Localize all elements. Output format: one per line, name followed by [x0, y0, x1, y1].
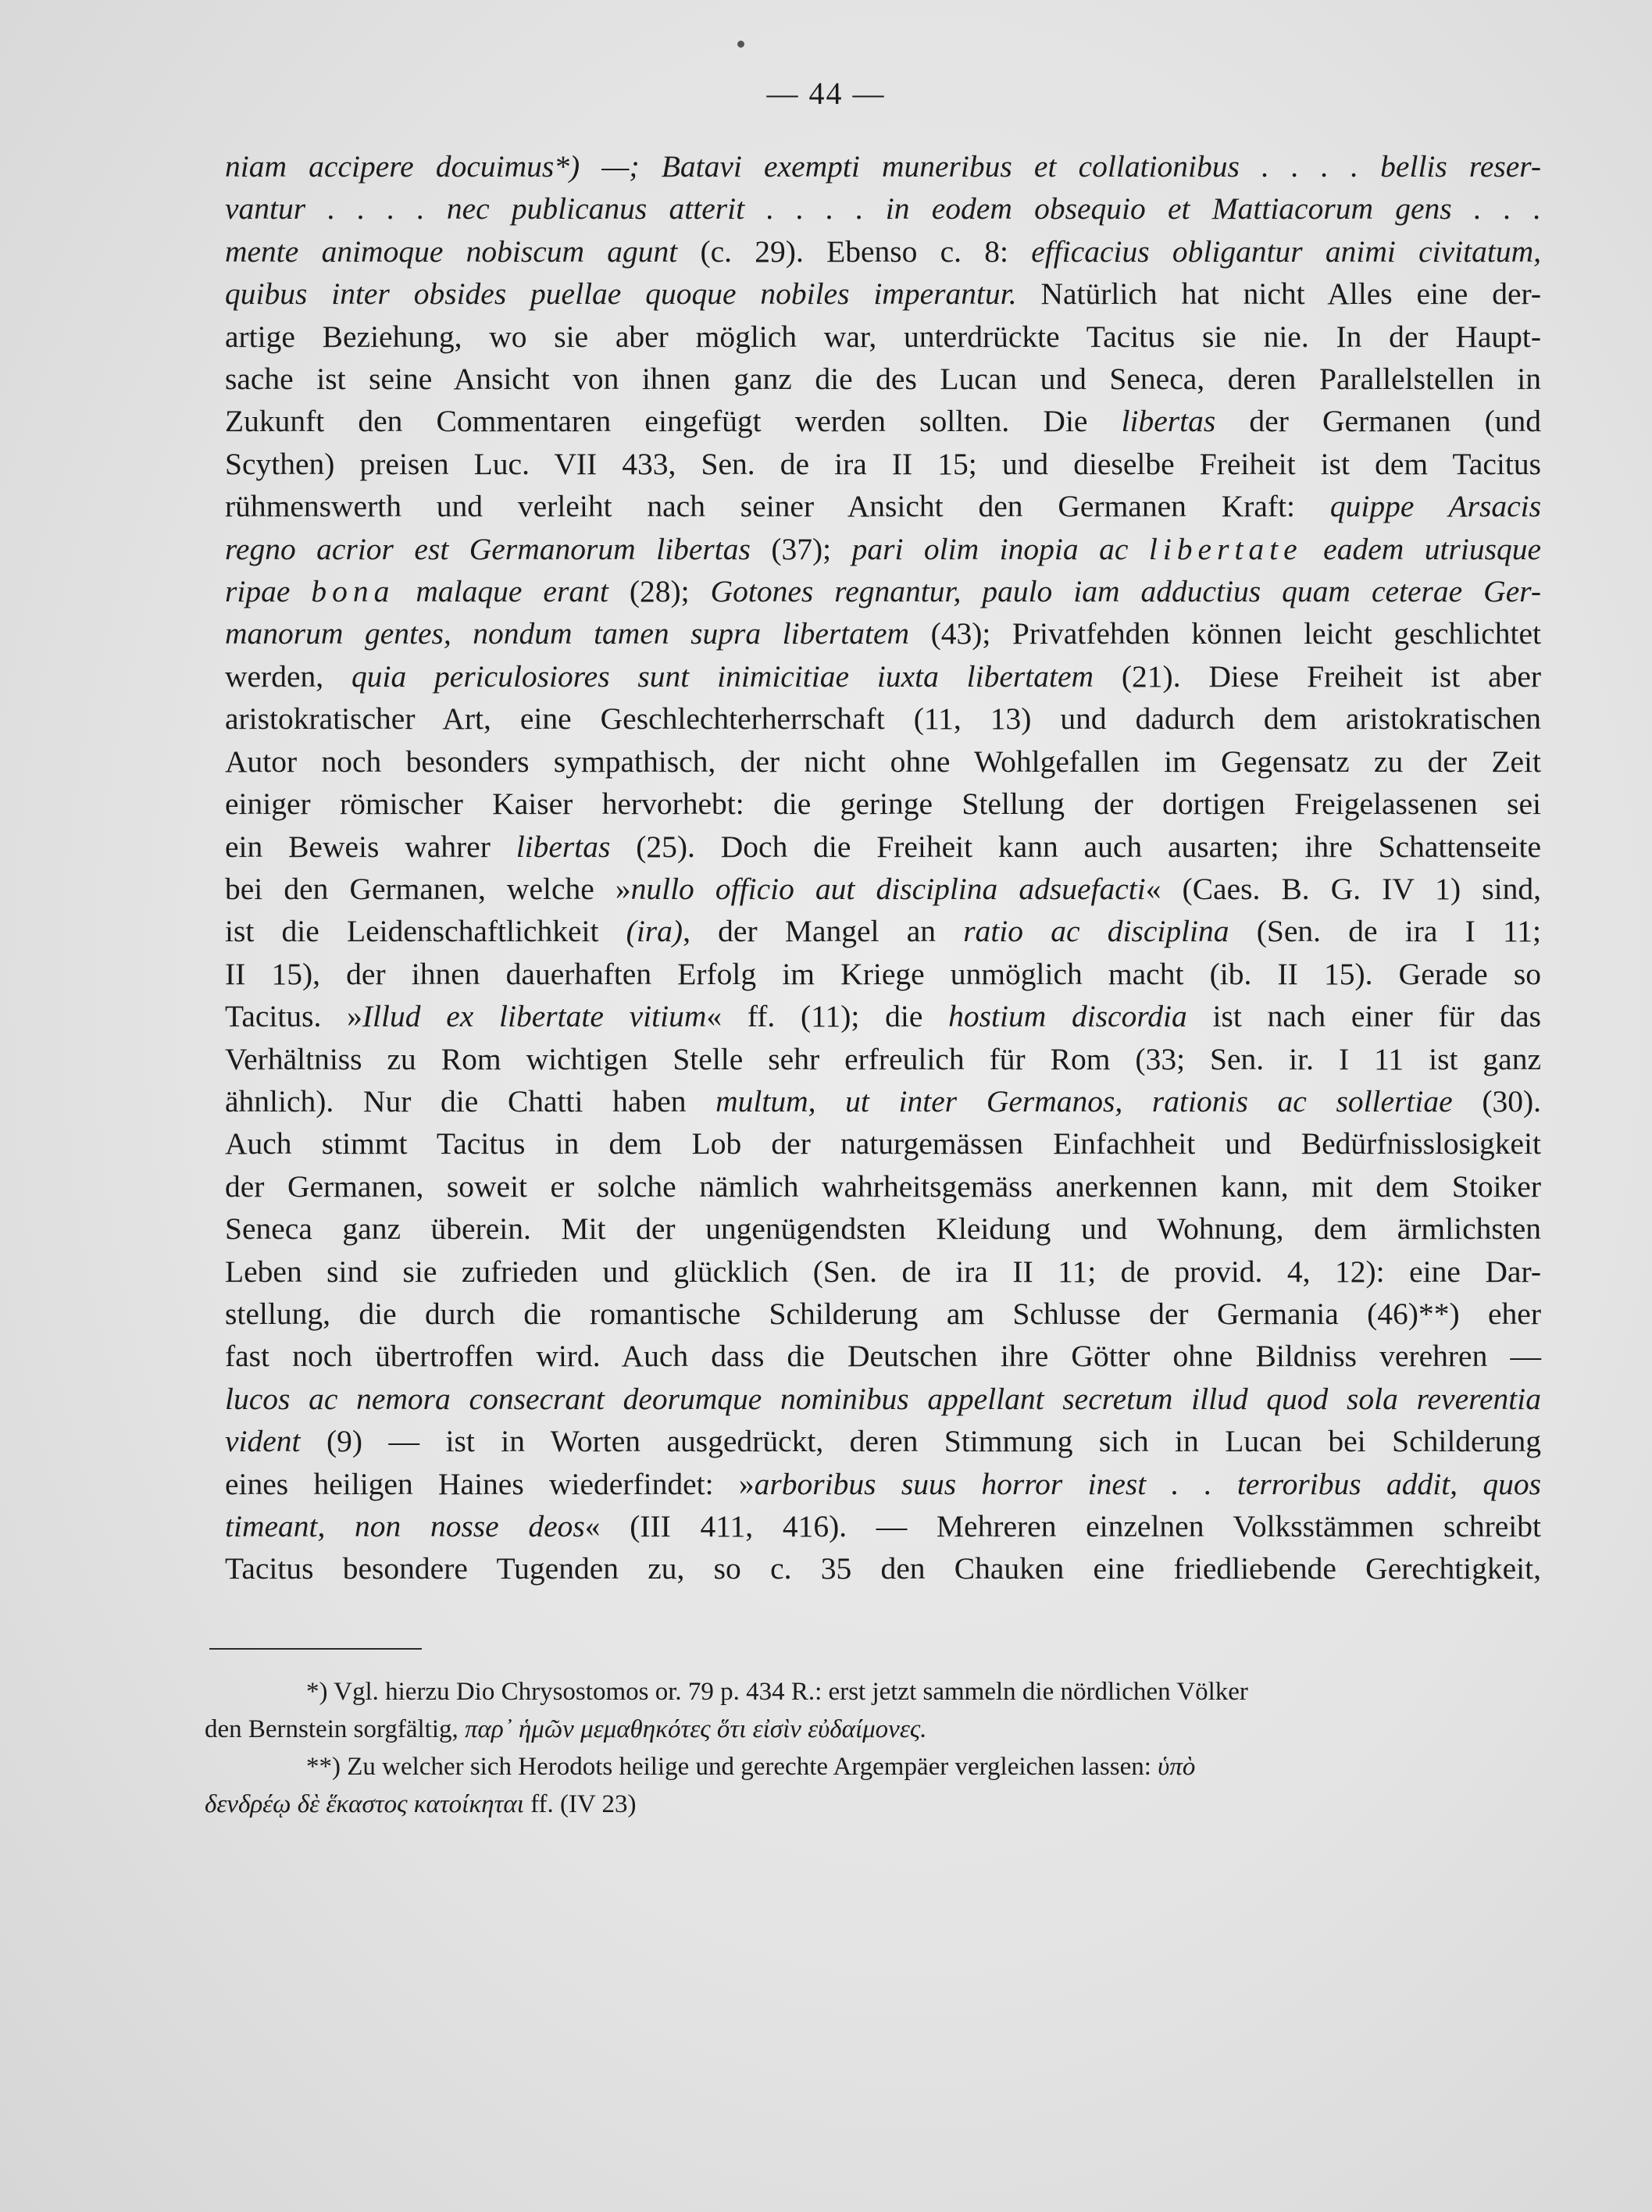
- text-segment: rühmenswerth und verleiht nach seiner Ansicht den Germanen Kraft:: [225, 489, 1330, 524]
- text-segment: Tacitus. »: [225, 999, 362, 1034]
- text-segment: Natürlich hat nicht Alles eine der-: [1016, 276, 1541, 312]
- text-line: [225, 1165, 1541, 1208]
- text-segment: aristokratischer Art, eine Geschlechterherrschaft (11, 13) und dadurch dem aristokratischen: [225, 701, 1541, 737]
- main-text: [225, 145, 1541, 1590]
- text-segment: efficacius obligantur animi civitatum,: [1031, 234, 1541, 269]
- text-segment: libertas: [516, 829, 611, 864]
- text-line: [225, 697, 1541, 740]
- footnote-1-line-2: den Bernstein sorgfältig, παρ᾽ ἡμῶν μεμαθηκότες ὅτι εἰσὶν εὐδαίμονες.: [205, 1715, 927, 1743]
- text-segment: quibus inter obsides puellae quoque nobiles imperantur.: [225, 276, 1017, 312]
- text-line: [225, 655, 1541, 697]
- text-line: [225, 145, 1541, 187]
- text-segment: einiger römischer Kaiser hervorhebt: die geringe Stellung der dortigen Freigelassenen sei: [225, 787, 1541, 822]
- text-segment: sache ist seine Ansicht von ihnen ganz die des Lucan und Seneca, deren Parallelstellen in: [225, 362, 1541, 397]
- text-segment: Illud ex libertate vitium: [362, 999, 707, 1034]
- text-line: [225, 443, 1541, 485]
- text-segment: manorum gentes, nondum tamen supra libertatem: [225, 616, 910, 651]
- text-segment: (28);: [608, 574, 711, 609]
- text-segment: werden,: [225, 658, 351, 694]
- text-segment: (21). Diese Freiheit ist aber: [1094, 658, 1542, 694]
- text-segment: « ff. (11); die: [706, 999, 949, 1034]
- text-line: [225, 1420, 1541, 1462]
- text-segment: (c. 29). Ebenso c. 8:: [677, 234, 1032, 269]
- text-segment: Seneca ganz überein. Mit der ungenügendsten Kleidung und Wohnung, dem ärmlichsten: [225, 1211, 1541, 1247]
- text-segment: lucos ac nemora consecrant deorumque nominibus appellant secretum illud quod sola reverentia: [225, 1381, 1541, 1416]
- text-line: [225, 783, 1541, 825]
- text-segment: fast noch übertroffen wird. Auch dass die Deutschen ihre Götter ohne Bildniss verehren —: [225, 1339, 1541, 1374]
- text-segment: Scythen) preisen Luc. VII 433, Sen. de ira II 15; und dieselbe Freiheit ist dem Tacitus: [225, 446, 1541, 481]
- text-segment: eines heiligen Haines wiederfindet: »: [225, 1466, 755, 1501]
- text-segment: Leben sind sie zufrieden und glücklich (Sen. de ira II 11; de provid. 4, 12): eine Dar-: [225, 1254, 1541, 1289]
- text-line: [225, 995, 1541, 1037]
- text-line: [225, 740, 1541, 783]
- footnote-2-line-1: **) Zu welcher sich Herodots heilige und gerechte Argempäer vergleichen lassen: ὑπὸ: [306, 1753, 1196, 1781]
- text-segment: regno acrior est Germanorum libertas: [225, 531, 751, 566]
- text-segment: vantur . . . . nec publicanus atterit . . . . in eodem obsequio et Mattiacorum gens . . .: [225, 191, 1541, 227]
- text-segment: (37);: [750, 531, 852, 566]
- text-segment: timeant, non nosse deos: [225, 1509, 585, 1543]
- text-segment: (ira): [626, 914, 683, 949]
- text-segment: arboribus suus horror inest . . terroribus addit, quos: [754, 1466, 1541, 1501]
- text-segment: , der Mangel an: [683, 914, 964, 949]
- text-segment: quippe Arsacis: [1329, 489, 1542, 524]
- text-segment: ist die Leidenschaftlichkeit: [225, 914, 626, 949]
- text-segment: libertas: [1121, 404, 1216, 439]
- footnote-1-line-1: *) Vgl. hierzu Dio Chrysostomos or. 79 p. 434 R.: erst jetzt sammeln die nördlichen Völker: [306, 1678, 1248, 1706]
- text-segment: ratio ac disciplina: [963, 914, 1229, 949]
- text-line: [225, 1463, 1541, 1505]
- text-segment: (9) — ist in Worten ausgedrückt, deren Stimmung sich in Lucan bei Schilderung: [300, 1424, 1541, 1459]
- text-line: [225, 1335, 1541, 1377]
- text-segment: eadem utriusque: [1302, 531, 1541, 566]
- text-line: [225, 316, 1541, 358]
- text-segment: hostium discordia: [948, 999, 1187, 1034]
- text-segment: mente animoque nobiscum agunt: [225, 234, 678, 269]
- text-segment: Auch stimmt Tacitus in dem Lob der naturgemässen Einfachheit und Bedürfnisslosigkeit: [225, 1126, 1541, 1161]
- text-segment: multum, ut inter Germanos, rationis ac sollertiae: [715, 1083, 1453, 1118]
- text-line: [225, 528, 1541, 570]
- text-line: [225, 570, 1541, 612]
- text-line: [225, 1505, 1541, 1547]
- text-segment: Autor noch besonders sympathisch, der nicht ohne Wohlgefallen im Gegensatz zu der Zeit: [225, 744, 1541, 779]
- text-line: [225, 1080, 1541, 1122]
- text-segment: ist nach einer für das: [1186, 999, 1541, 1034]
- text-segment: ein Beweis wahrer: [225, 829, 516, 864]
- text-segment: malaque erant: [394, 574, 608, 609]
- text-segment: Gotones regnantur, paulo iam adductius quam ceterae Ger-: [710, 574, 1541, 609]
- text-segment: libertate: [1148, 531, 1303, 566]
- text-line: [225, 1122, 1541, 1165]
- text-segment: Tacitus besondere Tugenden zu, so c. 35 den Chauken eine friedliebende Gerechtigkeit,: [225, 1551, 1541, 1586]
- text-line: [225, 910, 1541, 952]
- text-line: [225, 273, 1541, 315]
- text-segment: Verhältniss zu Rom wichtigen Stelle sehr erfreulich für Rom (33; Sen. ir. I 11 ist ganz: [225, 1041, 1541, 1076]
- text-segment: quia periculosiores sunt inimicitiae iuxta libertatem: [351, 658, 1094, 694]
- text-segment: pari olim inopia ac: [851, 531, 1149, 566]
- text-segment: (Sen. de ira I 11;: [1229, 914, 1542, 949]
- text-line: [225, 1038, 1541, 1080]
- text-segment: bei den Germanen, welche »: [225, 871, 631, 906]
- text-segment: nullo officio aut disciplina adsuefacti: [630, 871, 1146, 906]
- text-segment: bona: [311, 574, 395, 609]
- text-line: [225, 868, 1541, 910]
- text-line: [225, 1208, 1541, 1250]
- text-line: [225, 230, 1541, 273]
- text-segment: (43); Privatfehden können leicht geschlichtet: [909, 616, 1541, 651]
- print-speck: [737, 41, 744, 48]
- text-segment: artige Beziehung, wo sie aber möglich war, unterdrückte Tacitus sie nie. In der Haupt-: [225, 319, 1541, 354]
- text-segment: vident: [225, 1424, 301, 1459]
- text-line: [225, 400, 1541, 442]
- text-line: [225, 1293, 1541, 1335]
- footnotes: [205, 1673, 1540, 1823]
- text-line: [225, 1250, 1541, 1293]
- text-line: [225, 1378, 1541, 1420]
- footnote-separator: [209, 1648, 422, 1650]
- text-segment: stellung, die durch die romantische Schilderung am Schlusse der Germania (46)**) eher: [225, 1296, 1541, 1331]
- text-line: [225, 612, 1541, 655]
- text-segment: ripae: [225, 574, 312, 609]
- text-segment: « (Caes. B. G. IV 1) sind,: [1145, 871, 1542, 906]
- text-segment: « (III 411, 416). — Mehreren einzelnen Volksstämmen schreibt: [584, 1509, 1541, 1543]
- text-segment: ähnlich). Nur die Chatti haben: [225, 1083, 716, 1118]
- text-segment: (30).: [1452, 1083, 1541, 1118]
- text-line: [225, 953, 1541, 995]
- page-number: — 44 —: [766, 76, 886, 111]
- footnote-2-line-2: δενδρέῳ δὲ ἕκαστος κατοίκηται ff. (IV 23): [205, 1790, 637, 1818]
- text-segment: Zukunft den Commentaren eingefügt werden sollten. Die: [225, 404, 1122, 439]
- text-segment: II 15), der ihnen dauerhaften Erfolg im Kriege unmöglich macht (ib. II 15). Gerade so: [225, 956, 1541, 991]
- text-line: [225, 826, 1541, 868]
- text-segment: niam accipere docuimus*) —; Batavi exempti muneribus et collationibus . . . . bellis reser-: [225, 149, 1541, 184]
- text-segment: der Germanen (und: [1215, 404, 1541, 439]
- text-segment: der Germanen, soweit er solche nämlich wahrheitsgemäss anerkennen kann, mit dem Stoiker: [225, 1168, 1541, 1204]
- text-line: [225, 358, 1541, 400]
- text-segment: (25). Doch die Freiheit kann auch ausarten; ihre Schattenseite: [610, 829, 1541, 864]
- text-line: [225, 485, 1541, 527]
- text-line: [225, 1547, 1541, 1589]
- text-line: [225, 187, 1541, 230]
